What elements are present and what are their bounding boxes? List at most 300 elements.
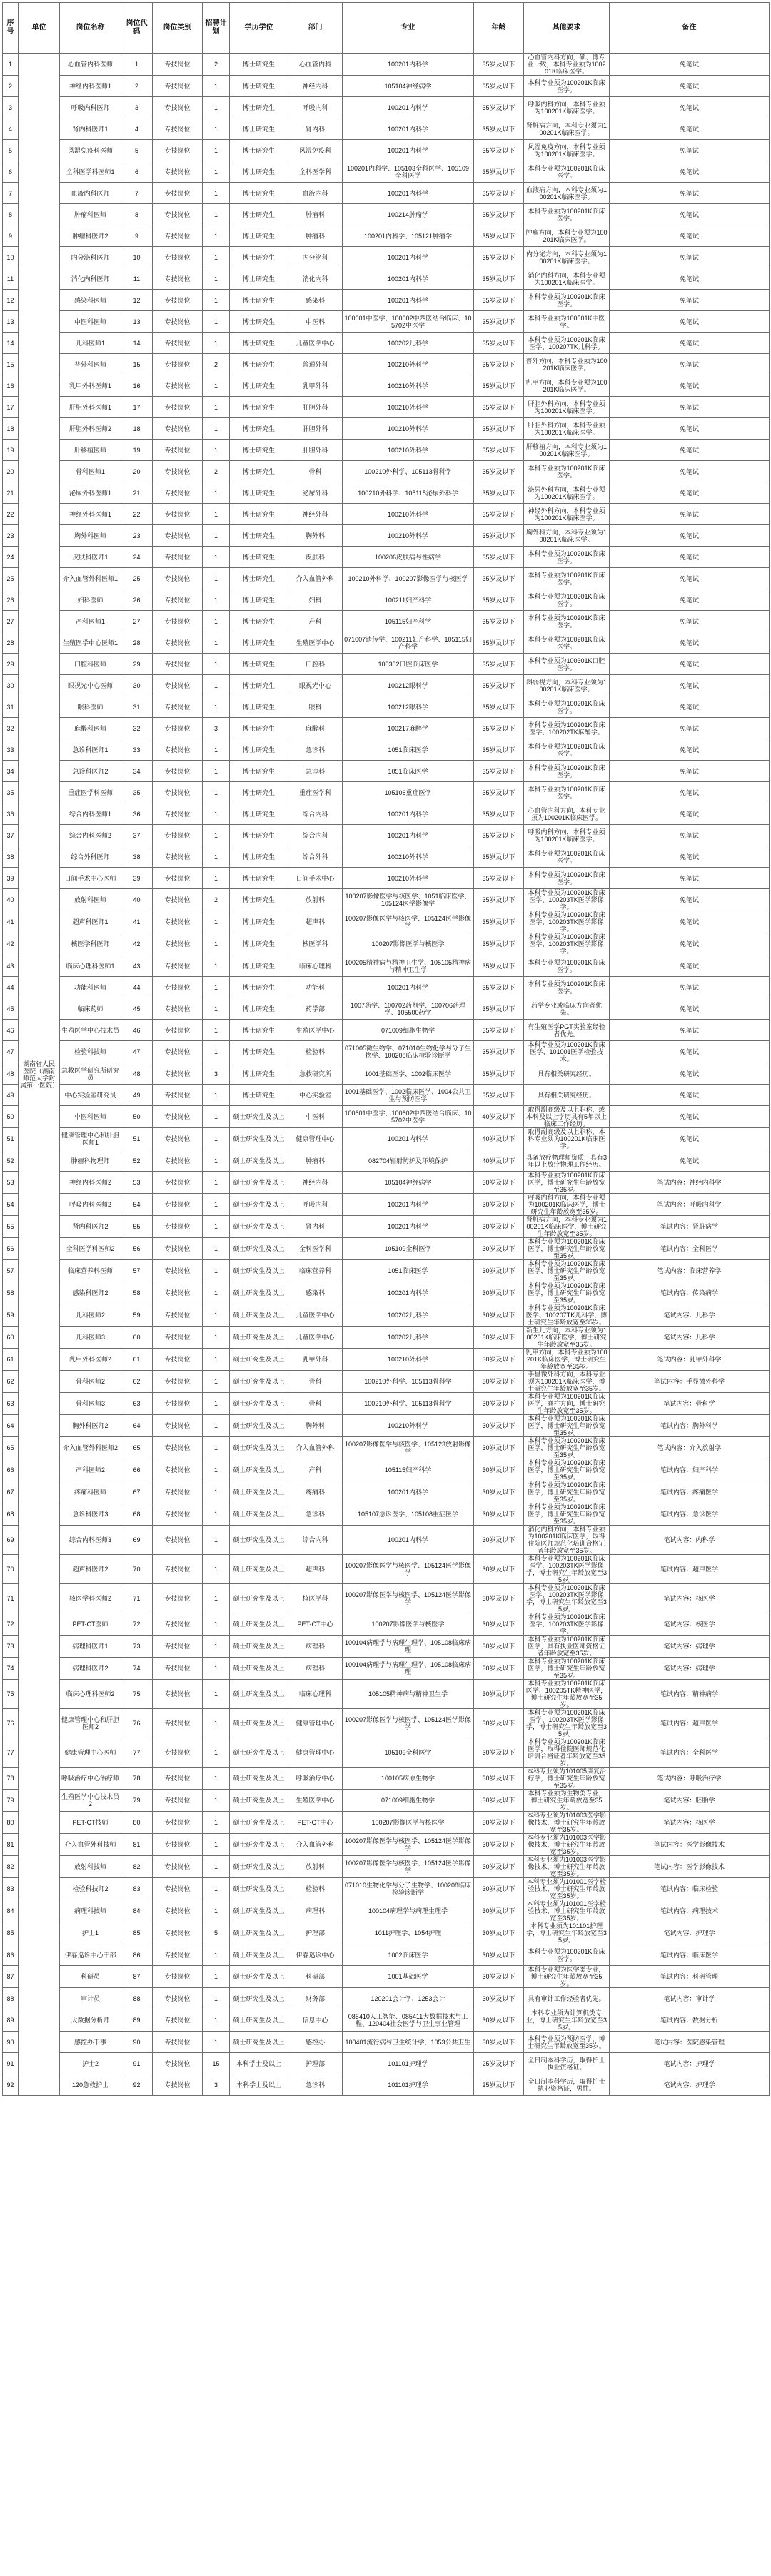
- cell-post-name: 急诊科医师1: [60, 739, 121, 761]
- cell-post-code: 65: [121, 1437, 153, 1459]
- cell-major: 100207影像医学与核医学、105123放射影像学: [343, 1437, 474, 1459]
- cell-post-code: 55: [121, 1216, 153, 1238]
- cell-post-code: 14: [121, 333, 153, 354]
- cell-post-name: 核医学科医师: [60, 933, 121, 955]
- cell-major: 1007药学、100702药剂学、100706药理学、105500药学: [343, 998, 474, 1020]
- cell-plan: 1: [203, 333, 230, 354]
- cell-major: 100201内科学: [343, 1526, 474, 1555]
- cell-major: 100201内科学: [343, 97, 474, 118]
- cell-dept: 胸外科: [288, 1415, 343, 1437]
- cell-note: 免笔试: [610, 589, 770, 611]
- cell-age: 35岁及以下: [474, 589, 524, 611]
- cell-plan: 1: [203, 1613, 230, 1636]
- cell-no: 7: [3, 183, 19, 204]
- cell-no: 61: [3, 1349, 19, 1371]
- cell-no: 28: [3, 632, 19, 654]
- cell-age: 30岁及以下: [474, 1856, 524, 1878]
- cell-no: 57: [3, 1260, 19, 1282]
- cell-age: 30岁及以下: [474, 1503, 524, 1526]
- cell-other: 肾脏病方向，本科专业须为100201K临床医学。: [524, 118, 610, 140]
- cell-post-type: 专技岗位: [153, 140, 203, 161]
- cell-dept: 呼吸治疗中心: [288, 1768, 343, 1790]
- cell-no: 49: [3, 1085, 19, 1106]
- cell-other: 泌尿外科方向，本科专业须为100201K临床医学。: [524, 482, 610, 504]
- cell-plan: 1: [203, 589, 230, 611]
- cell-dept: 血液内科: [288, 183, 343, 204]
- cell-post-name: 综合内科医师2: [60, 825, 121, 846]
- cell-note: 笔试内容：审计学: [610, 1988, 770, 2009]
- cell-post-code: 83: [121, 1878, 153, 1900]
- cell-dept: 综合内科: [288, 1526, 343, 1555]
- cell-plan: 1: [203, 782, 230, 803]
- cell-post-type: 专技岗位: [153, 225, 203, 247]
- cell-dept: 介入血管外科: [288, 1437, 343, 1459]
- cell-plan: 1: [203, 1584, 230, 1613]
- cell-major: 100601中医学、100602中西医结合临床、105702中医学: [343, 1106, 474, 1128]
- cell-plan: 1: [203, 547, 230, 568]
- cell-dept: 肿瘤科: [288, 1150, 343, 1172]
- cell-other: 本科专业须为100201K临床医学。: [524, 589, 610, 611]
- cell-age: 25岁及以下: [474, 2074, 524, 2096]
- cell-post-type: 专技岗位: [153, 632, 203, 654]
- cell-post-type: 专技岗位: [153, 1282, 203, 1304]
- cell-note: 笔试内容：呼吸内科学: [610, 1194, 770, 1216]
- cell-note: 笔试内容：护理学: [610, 2074, 770, 2096]
- cell-post-type: 专技岗位: [153, 1150, 203, 1172]
- cell-dept: 放射科: [288, 889, 343, 911]
- cell-major: 100202儿科学: [343, 1327, 474, 1349]
- cell-age: 30岁及以下: [474, 1371, 524, 1393]
- cell-post-type: 专技岗位: [153, 1658, 203, 1680]
- cell-plan: 1: [203, 933, 230, 955]
- cell-other: 本科专业须为100201K临床医学，博士研究生年龄放宽至35岁。: [524, 1415, 610, 1437]
- cell-degree: 博士研究生: [230, 1085, 288, 1106]
- cell-post-name: 超声科医师2: [60, 1555, 121, 1584]
- cell-degree: 博士研究生: [230, 589, 288, 611]
- cell-post-type: 专技岗位: [153, 696, 203, 718]
- cell-other: 本科专业须为101003医学影像技术，博士研究生年龄放宽至35岁。: [524, 1812, 610, 1834]
- cell-post-type: 专技岗位: [153, 440, 203, 461]
- cell-post-type: 专技岗位: [153, 290, 203, 311]
- cell-other: 斜弱视方向，本科专业须为100201K临床医学。: [524, 675, 610, 696]
- cell-post-type: 专技岗位: [153, 1922, 203, 1944]
- cell-major: 100201内科学: [343, 183, 474, 204]
- cell-dept: 财务部: [288, 1988, 343, 2009]
- cell-post-type: 专技岗位: [153, 482, 203, 504]
- cell-dept: PET-CT中心: [288, 1812, 343, 1834]
- cell-other: 本科专业须为101003医学影像技术，博士研究生年龄放宽至35岁。: [524, 1856, 610, 1878]
- cell-plan: 1: [203, 1327, 230, 1349]
- cell-other: 本科专业须为100201K临床医学。: [524, 461, 610, 482]
- cell-major: 100201内科学: [343, 118, 474, 140]
- cell-age: 35岁及以下: [474, 268, 524, 290]
- cell-dept: 胸外科: [288, 525, 343, 547]
- cell-plan: 1: [203, 825, 230, 846]
- cell-post-code: 34: [121, 761, 153, 782]
- cell-degree: 硕士研究生及以上: [230, 1834, 288, 1856]
- cell-major: 100104病理学与病理生理学、105108临床病理: [343, 1658, 474, 1680]
- cell-post-name: 生殖医学中心医师1: [60, 632, 121, 654]
- cell-other: 本科专业须为100201K临床医学。: [524, 782, 610, 803]
- cell-post-name: 全科医学科医师2: [60, 1238, 121, 1260]
- cell-post-name: 放射科技师: [60, 1856, 121, 1878]
- table-row: [3, 718, 770, 739]
- cell-post-code: 62: [121, 1371, 153, 1393]
- cell-post-name: 神经内科医师2: [60, 1172, 121, 1194]
- cell-age: 30岁及以下: [474, 1327, 524, 1349]
- cell-post-code: 53: [121, 1172, 153, 1194]
- cell-other: 药学专业或临床方向者优先。: [524, 998, 610, 1020]
- cell-note: 笔试内容：手显微外科学: [610, 1371, 770, 1393]
- cell-no: 33: [3, 739, 19, 761]
- cell-post-code: 74: [121, 1658, 153, 1680]
- cell-other: 取得副高级及以上职称，或本科及以上学历具有5年以上临床工作经历。: [524, 1106, 610, 1128]
- cell-degree: 硕士研究生及以上: [230, 1393, 288, 1415]
- cell-no: 1: [3, 54, 19, 76]
- cell-note: 免笔试: [610, 1063, 770, 1085]
- header-major: 专业: [343, 3, 474, 54]
- cell-post-type: 专技岗位: [153, 204, 203, 225]
- cell-plan: 1: [203, 568, 230, 589]
- cell-other: 具有相关研究经历。: [524, 1063, 610, 1085]
- cell-post-type: 专技岗位: [153, 1041, 203, 1063]
- cell-plan: 1: [203, 1393, 230, 1415]
- cell-major: 101101护理学: [343, 2074, 474, 2096]
- cell-post-name: 骨科医师3: [60, 1393, 121, 1415]
- cell-plan: 1: [203, 1812, 230, 1834]
- cell-major: 100201内科学: [343, 268, 474, 290]
- cell-age: 35岁及以下: [474, 632, 524, 654]
- table-row: [3, 118, 770, 140]
- cell-dept: 功能科: [288, 977, 343, 998]
- cell-plan: 2: [203, 461, 230, 482]
- cell-major: 100201内科学、105121肿瘤学: [343, 225, 474, 247]
- cell-post-type: 专技岗位: [153, 1415, 203, 1437]
- cell-note: 笔试内容：儿科学: [610, 1327, 770, 1349]
- cell-degree: 博士研究生: [230, 1063, 288, 1085]
- cell-dept: 综合外科: [288, 846, 343, 868]
- cell-no: 23: [3, 525, 19, 547]
- cell-post-name: 临床营养科医师: [60, 1260, 121, 1282]
- cell-post-code: 51: [121, 1128, 153, 1150]
- cell-post-name: 肿瘤科医师: [60, 204, 121, 225]
- cell-no: 48: [3, 1063, 19, 1085]
- cell-plan: 1: [203, 977, 230, 998]
- cell-note: 免笔试: [610, 868, 770, 889]
- cell-note: 笔试内容：病理学: [610, 1658, 770, 1680]
- table-row: [3, 1900, 770, 1922]
- header-age: 年龄: [474, 3, 524, 54]
- cell-post-code: 64: [121, 1415, 153, 1437]
- cell-no: 79: [3, 1790, 19, 1812]
- cell-post-code: 90: [121, 2032, 153, 2053]
- table-row: [3, 333, 770, 354]
- cell-age: 30岁及以下: [474, 1709, 524, 1738]
- cell-degree: 硕士研究生及以上: [230, 1966, 288, 1988]
- cell-degree: 博士研究生: [230, 268, 288, 290]
- cell-post-name: 放射科医师: [60, 889, 121, 911]
- cell-plan: 1: [203, 1636, 230, 1658]
- cell-plan: 1: [203, 247, 230, 268]
- cell-dept: 疼痛科: [288, 1481, 343, 1503]
- cell-note: 免笔试: [610, 440, 770, 461]
- cell-degree: 博士研究生: [230, 739, 288, 761]
- cell-post-code: 70: [121, 1555, 153, 1584]
- cell-post-type: 专技岗位: [153, 1371, 203, 1393]
- cell-unit: 湖南省人民医院（湖南师范大学附属第一医院）: [19, 54, 60, 2096]
- cell-age: 30岁及以下: [474, 1526, 524, 1555]
- cell-post-code: 61: [121, 1349, 153, 1371]
- cell-degree: 博士研究生: [230, 418, 288, 440]
- cell-major: 100104病理学与病理生理学: [343, 1900, 474, 1922]
- cell-post-code: 17: [121, 397, 153, 418]
- cell-other: 本科专业须为100201K临床医学、100203TK医学影像学，博士研究生年龄放宽至35岁。: [524, 1584, 610, 1613]
- table-row: [3, 1063, 770, 1085]
- cell-major: 082704辐射防护及环境保护: [343, 1150, 474, 1172]
- table-row: [3, 547, 770, 568]
- cell-post-type: 专技岗位: [153, 1106, 203, 1128]
- cell-plan: 1: [203, 1900, 230, 1922]
- cell-age: 35岁及以下: [474, 247, 524, 268]
- cell-degree: 博士研究生: [230, 803, 288, 825]
- cell-degree: 博士研究生: [230, 482, 288, 504]
- cell-age: 35岁及以下: [474, 718, 524, 739]
- cell-dept: 普通外科: [288, 354, 343, 375]
- cell-plan: 1: [203, 1526, 230, 1555]
- cell-post-code: 81: [121, 1834, 153, 1856]
- cell-degree: 硕士研究生及以上: [230, 1304, 288, 1327]
- cell-post-type: 专技岗位: [153, 311, 203, 333]
- cell-post-name: 内分泌科医师: [60, 247, 121, 268]
- cell-no: 9: [3, 225, 19, 247]
- table-row: [3, 482, 770, 504]
- cell-dept: 超声科: [288, 1555, 343, 1584]
- cell-dept: 药学部: [288, 998, 343, 1020]
- cell-other: 取得副高级及以上职称，本科专业须为100201K临床医学。: [524, 1128, 610, 1150]
- table-row: [3, 1613, 770, 1636]
- header-no: 序号: [3, 3, 19, 54]
- cell-dept: 病理科: [288, 1658, 343, 1680]
- cell-degree: 硕士研究生及以上: [230, 1790, 288, 1812]
- cell-plan: 1: [203, 204, 230, 225]
- cell-post-name: 中心实验室研究员: [60, 1085, 121, 1106]
- cell-post-type: 专技岗位: [153, 739, 203, 761]
- table-row: [3, 782, 770, 803]
- cell-dept: 乳甲外科: [288, 375, 343, 397]
- cell-other: 新生儿方向，本科专业须为100201K临床医学，博士研究生年龄放宽至35岁。: [524, 1327, 610, 1349]
- cell-major: 100210外科学: [343, 504, 474, 525]
- table-row: [3, 97, 770, 118]
- cell-no: 2: [3, 76, 19, 97]
- table-row: [3, 2053, 770, 2074]
- cell-degree: 硕士研究生及以上: [230, 1349, 288, 1371]
- cell-plan: 1: [203, 1085, 230, 1106]
- cell-plan: 1: [203, 440, 230, 461]
- cell-no: 66: [3, 1459, 19, 1481]
- cell-dept: 消化内科: [288, 268, 343, 290]
- cell-degree: 博士研究生: [230, 718, 288, 739]
- cell-dept: 妇科: [288, 589, 343, 611]
- cell-post-name: 健康管理中心和肝胆医师2: [60, 1709, 121, 1738]
- cell-note: 笔试内容：医院感染管理: [610, 2032, 770, 2053]
- cell-major: 100210外科学: [343, 525, 474, 547]
- cell-post-name: 伊春巡诊中心干部: [60, 1944, 121, 1966]
- cell-dept: 检验科: [288, 1041, 343, 1063]
- cell-plan: 1: [203, 76, 230, 97]
- cell-major: 105106重症医学: [343, 782, 474, 803]
- table-row: [3, 654, 770, 675]
- cell-other: 普外方向，本科专业须为100201K临床医学。: [524, 354, 610, 375]
- cell-post-type: 专技岗位: [153, 611, 203, 632]
- table-row: [3, 1282, 770, 1304]
- table-row: [3, 1856, 770, 1878]
- cell-other: 本科专业须为100201K临床医学，博士研究生年龄放宽至35岁。: [524, 1238, 610, 1260]
- cell-post-code: 75: [121, 1680, 153, 1709]
- cell-no: 73: [3, 1636, 19, 1658]
- cell-post-code: 48: [121, 1063, 153, 1085]
- cell-post-type: 专技岗位: [153, 718, 203, 739]
- cell-post-type: 专技岗位: [153, 118, 203, 140]
- cell-dept: 急诊科: [288, 1503, 343, 1526]
- cell-dept: 肾内科: [288, 1216, 343, 1238]
- cell-post-type: 专技岗位: [153, 933, 203, 955]
- cell-no: 12: [3, 290, 19, 311]
- table-row: [3, 803, 770, 825]
- cell-note: 笔试内容：核医学: [610, 1584, 770, 1613]
- cell-note: 笔试内容：数据分析: [610, 2009, 770, 2032]
- cell-post-type: 专技岗位: [153, 1238, 203, 1260]
- cell-age: 35岁及以下: [474, 846, 524, 868]
- cell-note: 免笔试: [610, 933, 770, 955]
- cell-note: 笔试内容：传染病学: [610, 1282, 770, 1304]
- cell-note: 笔试内容：科研管理: [610, 1966, 770, 1988]
- cell-other: 本科专业须为100201K临床医学。: [524, 547, 610, 568]
- cell-degree: 博士研究生: [230, 375, 288, 397]
- cell-degree: 硕士研究生及以上: [230, 1658, 288, 1680]
- cell-dept: 眼视光中心: [288, 675, 343, 696]
- cell-other: 乳甲方向，本科专业须为100201K临床医学。: [524, 375, 610, 397]
- cell-age: 40岁及以下: [474, 1128, 524, 1150]
- cell-note: 免笔试: [610, 140, 770, 161]
- cell-age: 30岁及以下: [474, 1349, 524, 1371]
- cell-post-code: 85: [121, 1922, 153, 1944]
- table-row: [3, 1106, 770, 1128]
- cell-post-code: 56: [121, 1238, 153, 1260]
- cell-age: 30岁及以下: [474, 1900, 524, 1922]
- cell-dept: 急救研究所: [288, 1063, 343, 1085]
- cell-age: 35岁及以下: [474, 418, 524, 440]
- cell-post-type: 专技岗位: [153, 2032, 203, 2053]
- cell-post-name: 检验科技师2: [60, 1878, 121, 1900]
- cell-plan: 1: [203, 1503, 230, 1526]
- table-row: [3, 589, 770, 611]
- cell-post-code: 11: [121, 268, 153, 290]
- cell-post-type: 专技岗位: [153, 504, 203, 525]
- cell-major: 100201内科学: [343, 247, 474, 268]
- cell-no: 54: [3, 1194, 19, 1216]
- cell-post-name: PET-CT医师: [60, 1613, 121, 1636]
- cell-other: 本科专业须为100201K临床医学。: [524, 611, 610, 632]
- cell-major: 100210外科学: [343, 1349, 474, 1371]
- cell-no: 10: [3, 247, 19, 268]
- cell-note: 笔试内容：疼痛医学: [610, 1481, 770, 1503]
- cell-other: 本科专业须为预防医学，博士研究生年龄放宽至35岁。: [524, 2032, 610, 2053]
- cell-dept: 综合内科: [288, 803, 343, 825]
- cell-degree: 硕士研究生及以上: [230, 2009, 288, 2032]
- cell-post-type: 专技岗位: [153, 2053, 203, 2074]
- cell-no: 70: [3, 1555, 19, 1584]
- cell-major: 100207影像医学与核医学、105124医学影像学: [343, 1856, 474, 1878]
- table-row: [3, 568, 770, 589]
- cell-post-type: 专技岗位: [153, 1944, 203, 1966]
- cell-age: 35岁及以下: [474, 311, 524, 333]
- cell-post-name: 重症医学科医师: [60, 782, 121, 803]
- cell-other: 本科专业须为100201K临床医学、100207TK儿科学。: [524, 333, 610, 354]
- cell-major: 105109全科医学: [343, 1238, 474, 1260]
- cell-major: 100217麻醉学: [343, 718, 474, 739]
- cell-other: 心血管内科方向，硕、博专业一致，本科专业须为100201K临床医学。: [524, 54, 610, 76]
- cell-dept: 急诊科: [288, 761, 343, 782]
- cell-post-code: 23: [121, 525, 153, 547]
- cell-post-name: 临床心理科医师2: [60, 1680, 121, 1709]
- cell-major: 100201内科学: [343, 825, 474, 846]
- table-row: [3, 1437, 770, 1459]
- cell-plan: 1: [203, 118, 230, 140]
- cell-age: 30岁及以下: [474, 2032, 524, 2053]
- recruitment-table: [2, 2, 770, 2096]
- cell-post-name: 产科医师1: [60, 611, 121, 632]
- cell-age: 35岁及以下: [474, 504, 524, 525]
- cell-post-code: 28: [121, 632, 153, 654]
- cell-note: 笔试内容：肾脏病学: [610, 1216, 770, 1238]
- cell-major: 100207影像医学与核医学、105124医学影像学: [343, 1834, 474, 1856]
- cell-no: 75: [3, 1680, 19, 1709]
- cell-degree: 博士研究生: [230, 568, 288, 589]
- cell-note: 笔试内容：介入放射学: [610, 1437, 770, 1459]
- cell-age: 35岁及以下: [474, 354, 524, 375]
- cell-note: 笔试内容：精神病学: [610, 1680, 770, 1709]
- table-row: [3, 1988, 770, 2009]
- cell-degree: 硕士研究生及以上: [230, 1128, 288, 1150]
- cell-other: 本科专业须为101003医学影像技术，博士研究生年龄放宽至35岁。: [524, 1834, 610, 1856]
- cell-note: 免笔试: [610, 204, 770, 225]
- cell-major: 100201内科学: [343, 803, 474, 825]
- cell-note: 免笔试: [610, 1085, 770, 1106]
- cell-note: 免笔试: [610, 547, 770, 568]
- cell-dept: 健康管理中心: [288, 1709, 343, 1738]
- table-row: [3, 1555, 770, 1584]
- cell-post-code: 50: [121, 1106, 153, 1128]
- cell-no: 5: [3, 140, 19, 161]
- cell-degree: 博士研究生: [230, 1041, 288, 1063]
- table-row: [3, 1216, 770, 1238]
- cell-no: 39: [3, 868, 19, 889]
- cell-post-code: 29: [121, 654, 153, 675]
- cell-other: 肾脏病方向，本科专业须为100201K临床医学，博士研究生年龄放宽至35岁。: [524, 1216, 610, 1238]
- table-row: [3, 998, 770, 1020]
- cell-plan: 1: [203, 1150, 230, 1172]
- cell-post-type: 专技岗位: [153, 1304, 203, 1327]
- cell-dept: 儿童医学中心: [288, 333, 343, 354]
- cell-no: 50: [3, 1106, 19, 1128]
- cell-post-name: 骨科医师1: [60, 461, 121, 482]
- cell-major: 100210外科学、105115泌尿外科学: [343, 482, 474, 504]
- cell-note: 免笔试: [610, 504, 770, 525]
- cell-age: 35岁及以下: [474, 375, 524, 397]
- cell-plan: 1: [203, 911, 230, 933]
- table-row: [3, 1260, 770, 1282]
- cell-age: 35岁及以下: [474, 225, 524, 247]
